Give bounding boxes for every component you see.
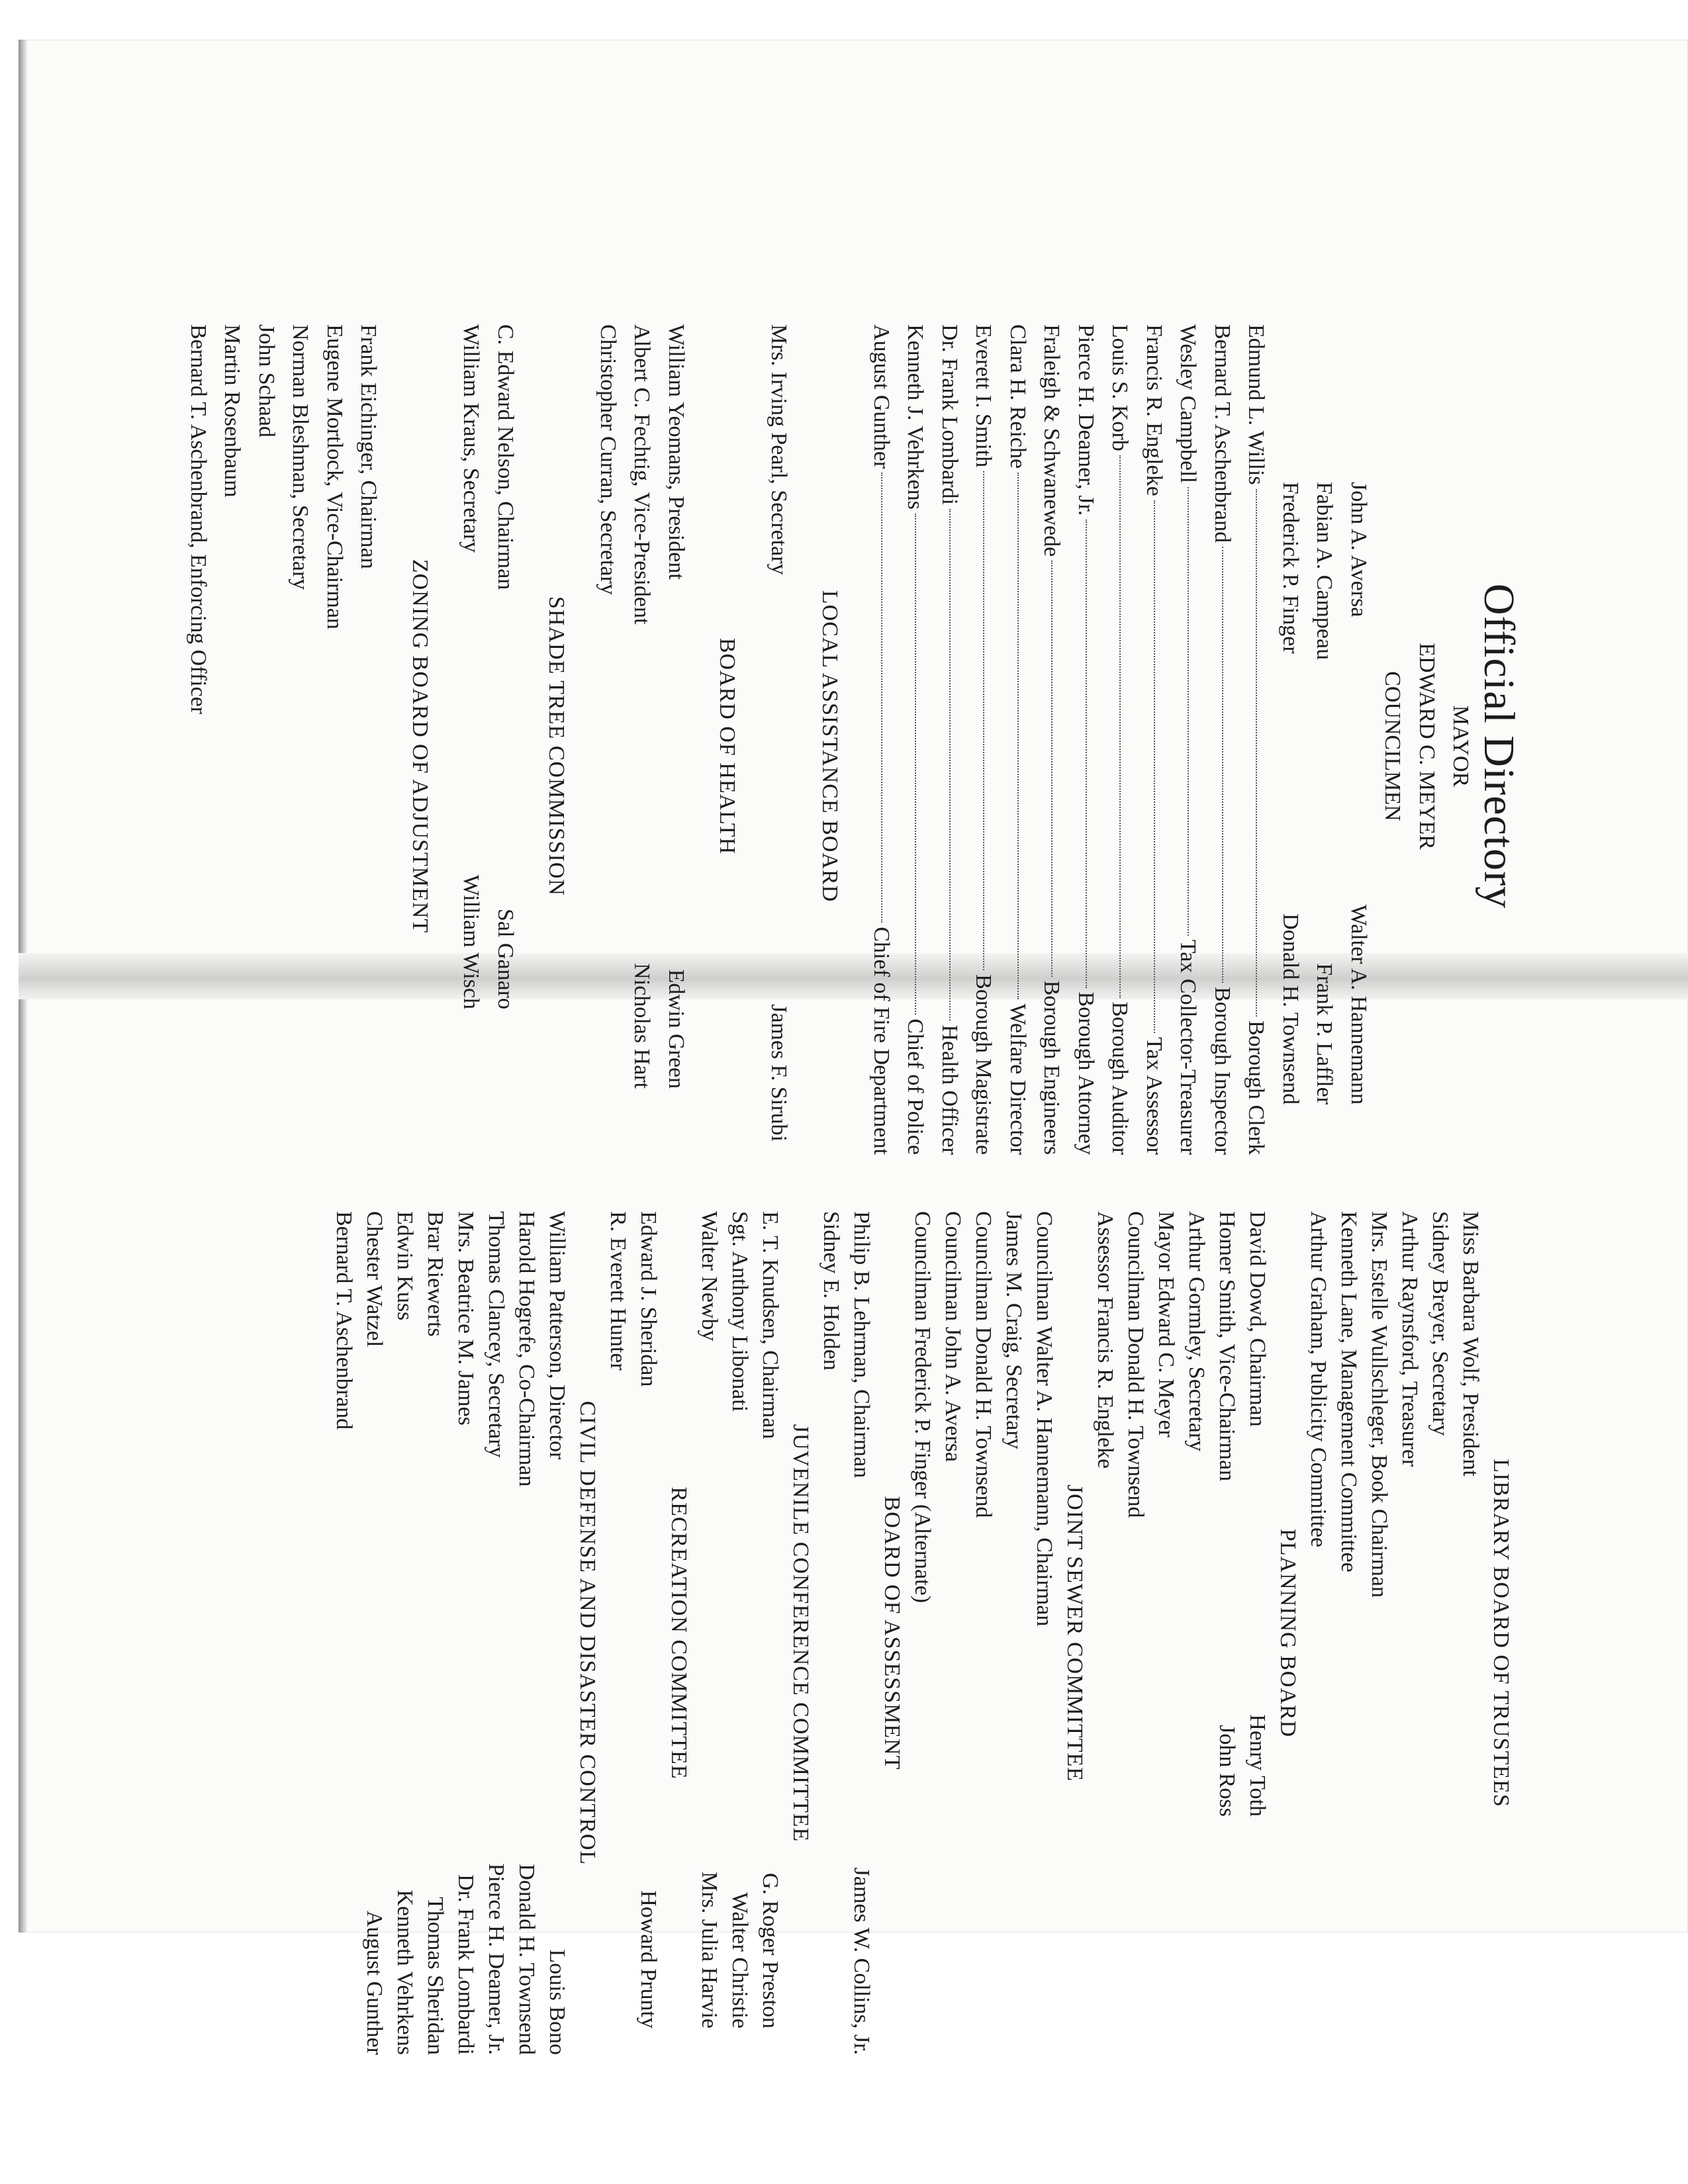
list-item: Bernard T. Aschenbrand, Enforcing Officer (186, 324, 211, 715)
civil-defense-list (328, 1211, 572, 2055)
assessment-list (816, 1211, 876, 2055)
section-heading: PLANNING BOARD (1276, 1528, 1300, 1738)
section-heading: CIVIL DEFENSE AND DISASTER CONTROL (575, 1400, 600, 1866)
list-item: Fabian A. Campeau Frank P. Laffler (1312, 482, 1337, 1105)
officials-list (865, 324, 1274, 1168)
list-item: Clara H. Reiche Welfare Director (1006, 324, 1030, 1155)
left-page (0, 20, 1688, 1155)
board-of-health-list (591, 324, 694, 1168)
left-page-content (60, 324, 1523, 1168)
list-item: William Kraus, Secretary William Wisch (459, 324, 484, 1009)
list-item: Councilman Walter A. Hannemann, Chairman (1032, 1211, 1056, 1627)
section-heading: RECREATION COMMITTEE (667, 1486, 691, 1780)
list-item: Edward J. Sheridan Howard Prunty (636, 1211, 661, 2028)
list-item: Councilman Donald H. Townsend (1123, 1211, 1148, 1518)
right-page-content (60, 1211, 1516, 2055)
list-item: Mrs. Estelle Wullschleger, Book Chairman (1367, 1211, 1391, 1598)
list-item: Thomas Clancey, Secretary Pierce H. Deamer, Jr. (484, 1211, 508, 2055)
list-item: Albert C. Fechtig, Vice-President Nicholas Hart (630, 324, 655, 1089)
section-heading: LIBRARY BOARD OF TRUSTEES (1489, 1459, 1513, 1807)
list-item: E. T. Knudsen, Chairman G. Roger Preston (758, 1211, 782, 2028)
list-item: Arthur Gormley, Secretary (1184, 1211, 1209, 1452)
list-item: Kenneth J. Vehrkens Chief of Police (903, 324, 928, 1155)
list-item: Frederick P. Finger Donald H. Townsend (1278, 482, 1303, 1105)
shade-tree-list (454, 324, 522, 1168)
list-item: John A. Aversa Walter A. Hannemann (1346, 482, 1371, 1105)
list-item: Sidney Breyer, Secretary (1428, 1211, 1452, 1436)
list-item: Arthur Graham, Publicity Committee (1306, 1211, 1331, 1548)
list-item: Mayor Edward C. Meyer (1154, 1211, 1178, 1437)
planning-list (1090, 1211, 1272, 2055)
list-item: Wesley Campbell Tax Collector-Treasurer (1176, 324, 1201, 1155)
zoning-list (181, 324, 386, 1168)
recreation-list (602, 1211, 663, 2055)
list-item: Miss Barbara Wolf, President (1458, 1211, 1483, 1477)
section-heading: SHADE TREE COMMISSION (544, 596, 569, 896)
section-heading: JOINT SEWER COMMITTEE (1062, 1484, 1087, 1782)
list-item: Everett I. Smith Borough Magistrate (971, 324, 996, 1155)
list-item: Mrs. Irving Pearl, Secretary James F. Sirubi (767, 324, 791, 1142)
list-item: Francis R. Englеke Tax Assessor (1142, 324, 1166, 1155)
list-item: David Dowd, Chairman Henry Toth (1245, 1211, 1270, 1817)
juvenile-list (694, 1211, 785, 2055)
list-item: Mrs. Beatrice M. James Dr. Frank Lombardi (453, 1211, 478, 2055)
list-item: Christopher Curran, Secretary (596, 324, 620, 595)
list-item: Bernard T. Aschenbrand (332, 1211, 356, 1430)
list-item: Eugene Mortlock, Vice-Chairman (322, 324, 347, 629)
joint-sewer-list (907, 1211, 1059, 2055)
list-item: Councilman Donald H. Townsend (971, 1211, 996, 1518)
section-heading: BOARD OF HEALTH (715, 637, 740, 855)
list-item: Dr. Frank Lombardi Health Officer (937, 324, 962, 1155)
list-item: Frank Eichinger, Chairman (356, 324, 381, 569)
section-heading: LOCAL ASSISTANCE BOARD (818, 590, 843, 903)
list-item: Assessor Francis R. Engleke (1093, 1211, 1117, 1469)
list-item: James M. Craig, Secretary (1002, 1211, 1026, 1449)
page-title: Official Directory (1475, 583, 1523, 909)
list-item: William Yeomans, President Edwin Green (664, 324, 688, 1089)
list-item: Homer Smith, Vice-Chairman John Ross (1215, 1211, 1239, 1817)
list-item: Bernard T. Aschenbrand Borough Inspector (1210, 324, 1235, 1155)
councilmen-list (1274, 324, 1376, 1168)
section-heading: ZONING BOARD OF ADJUSTMENT (408, 559, 432, 934)
mayor-name: EDWARD C. MEYER (1415, 643, 1439, 850)
list-item: Brar Riewerts Thomas Sheridan (423, 1211, 447, 2055)
list-item: Chester Watzel August Gunther (362, 1211, 387, 2055)
councilmen-heading: COUNCILMEN (1380, 671, 1405, 821)
list-item: C. Edward Nelson, Chairman Sal Ganaro (493, 324, 518, 1009)
list-item: August Gunther Chief of Fire Department (869, 324, 894, 1155)
list-item: Philip B. Lehrman, Chairman James W. Collins, Jr. (849, 1211, 874, 2055)
list-item: R. Everett Hunter (606, 1211, 630, 1371)
list-item: Kenneth Lane, Management Committee (1336, 1211, 1361, 1572)
list-item: Louis S. Korb Borough Auditor (1107, 324, 1133, 1155)
list-item: Walter Newby Mrs. Julia Harvie (697, 1211, 722, 2028)
list-item: Pierce H. Deamer, Jr. Borough Attorney (1074, 324, 1098, 1155)
list-item: Fraleigh & Schwanewede Borough Engineers (1039, 324, 1064, 1155)
list-item: Martin Rosenbaum (220, 324, 245, 498)
list-item: Edmund L. Willis Borough Clerk (1244, 324, 1269, 1155)
list-item: Councilman Frederick P. Finger (Alternate) (910, 1211, 935, 1604)
list-item: Norman Bleshman, Secretary (288, 324, 313, 590)
section-heading: JUVENILE CONFERENCE COMMITTEE (788, 1424, 813, 1843)
list-item: Sidney E. Holden (819, 1211, 843, 1371)
list-item: Sgt. Anthony Libonati Walter Christie (727, 1211, 752, 2028)
mayor-heading: MAYOR (1448, 705, 1474, 788)
list-item: William Patterson, Director Louis Bono (545, 1211, 569, 2055)
list-item: John Schaad (254, 324, 279, 437)
list-item: Councilman John A. Aversa (941, 1211, 965, 1462)
list-item: Edwin Kuss Kenneth Vehrkens (393, 1211, 417, 2055)
library-list (1303, 1211, 1485, 2055)
section-heading: BOARD OF ASSESSMENT (880, 1496, 904, 1770)
right-page (0, 1085, 1688, 2055)
list-item: Arthur Raynsford, Treasurer (1397, 1211, 1422, 1467)
list-item: Harold Hogrefe, Co-Chairman Donald H. Townsend (514, 1211, 539, 2055)
